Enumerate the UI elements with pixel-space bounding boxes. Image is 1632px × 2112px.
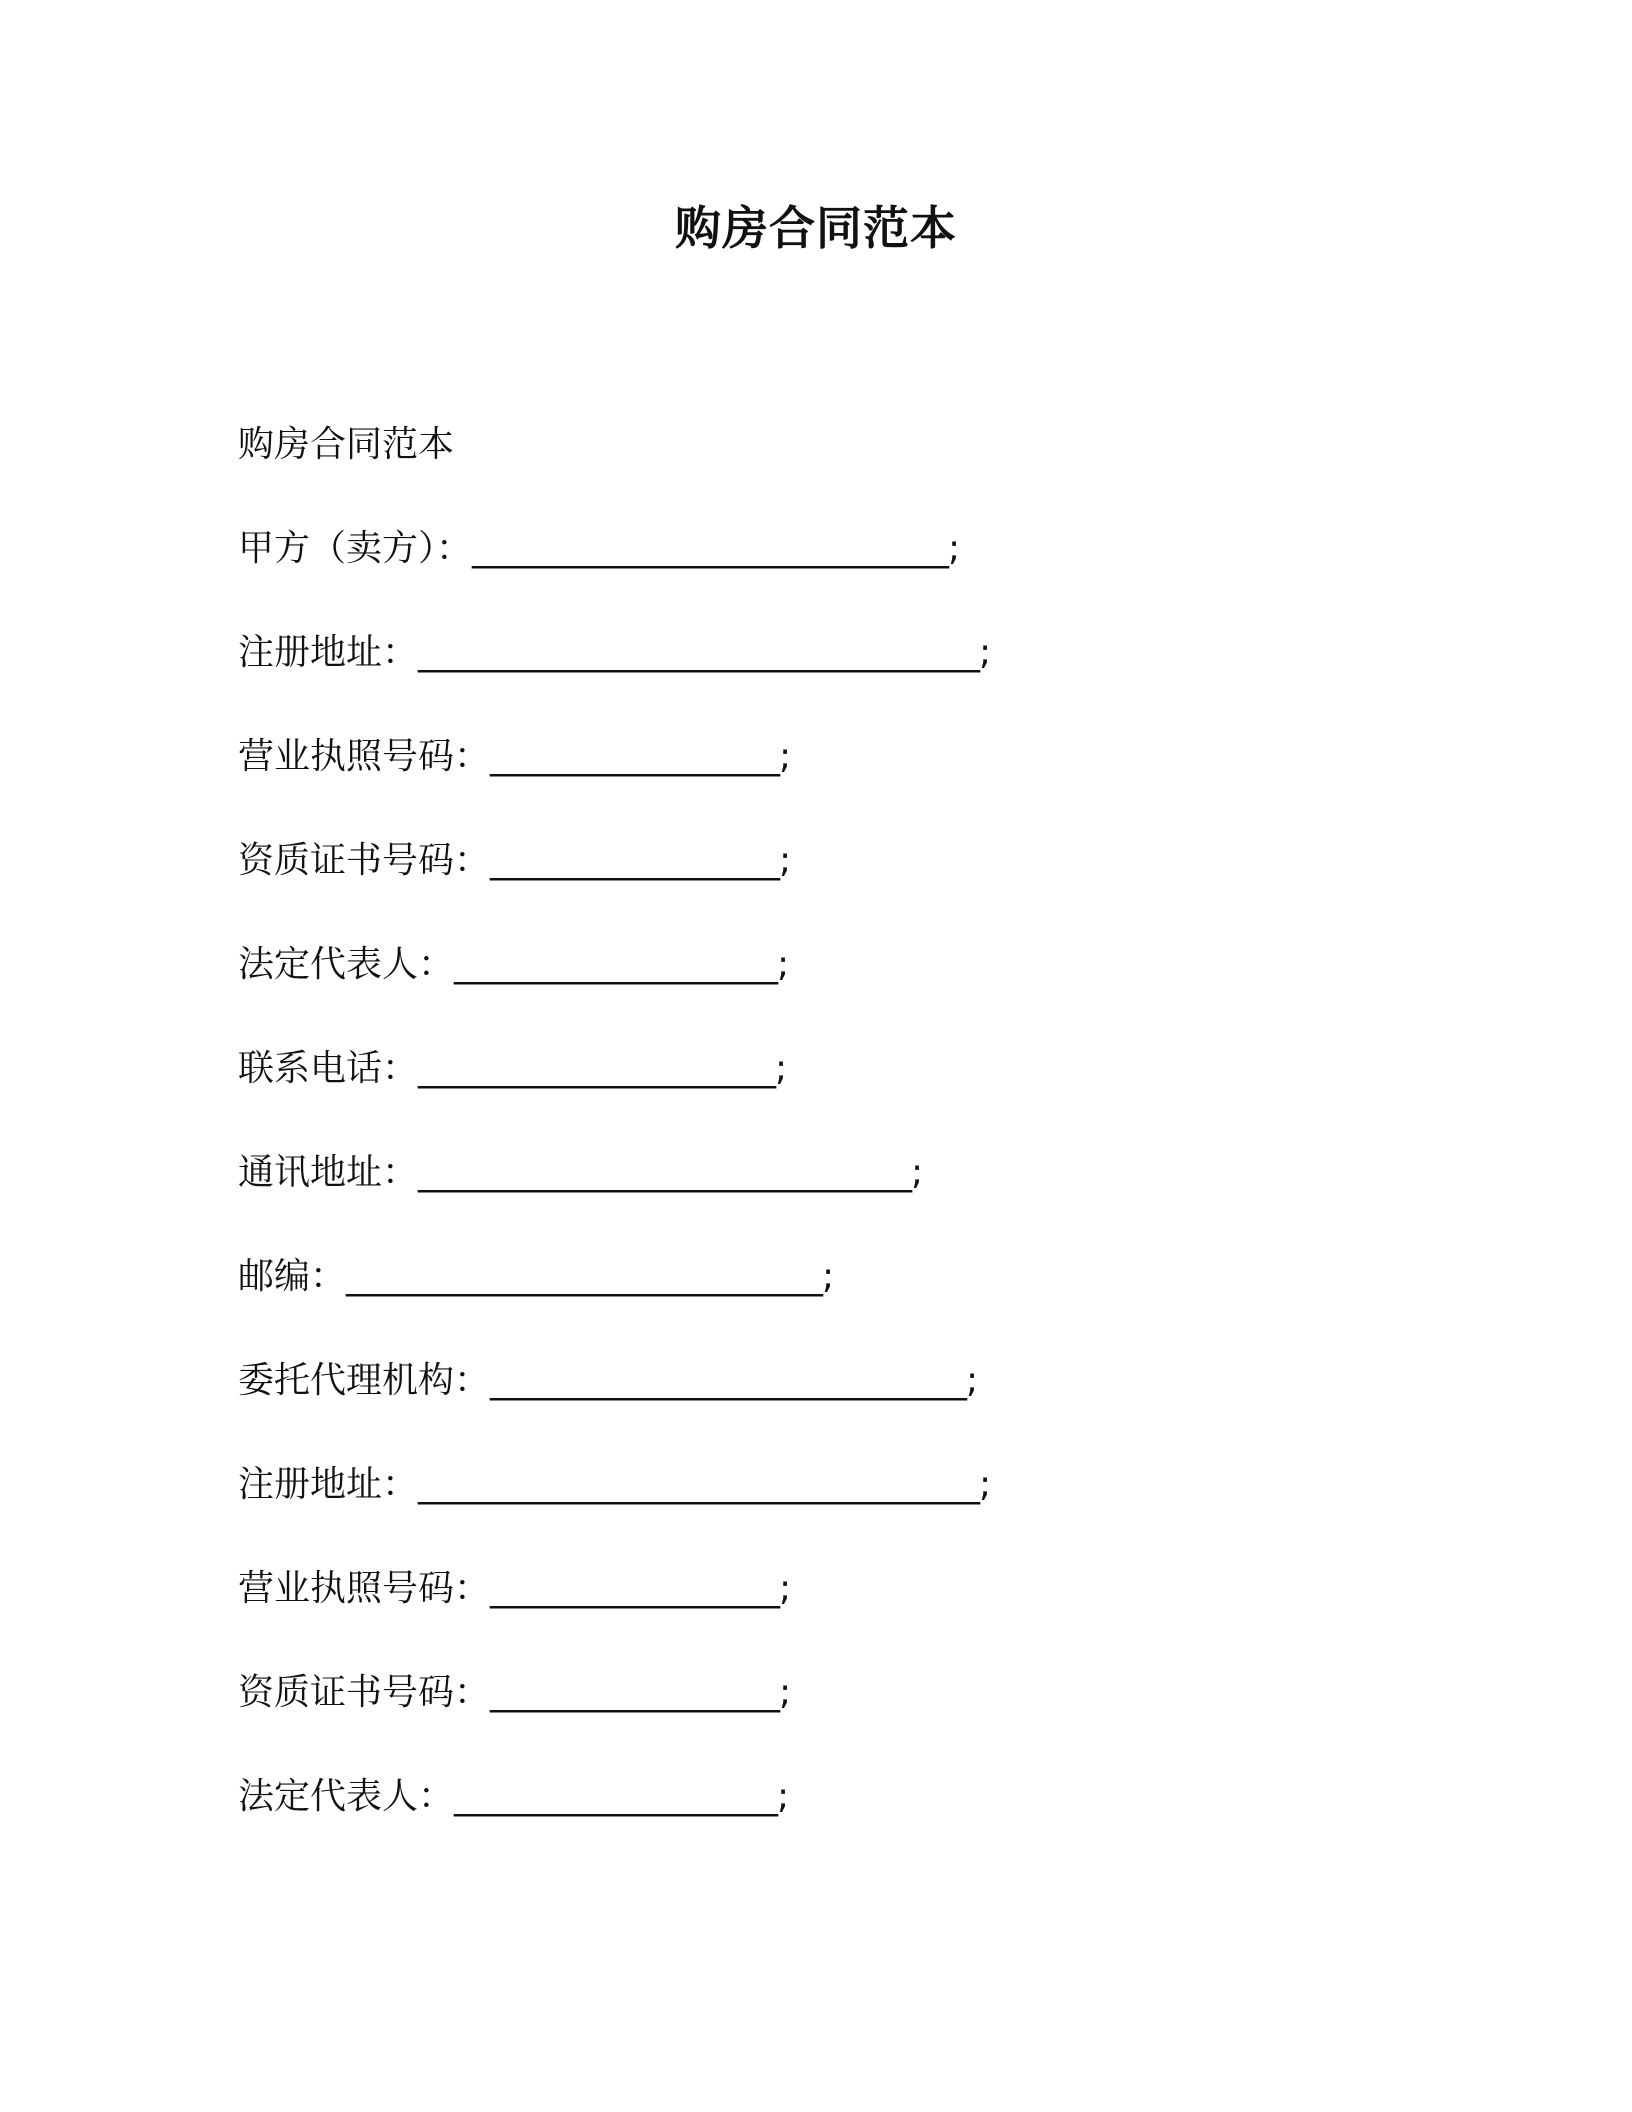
field-terminator: ; — [777, 944, 790, 985]
field-agency — [238, 1351, 1438, 1455]
field-terminator: ; — [779, 1568, 792, 1609]
fill-blank[interactable]: _________________ — [490, 1568, 780, 1609]
field-terminator: ; — [777, 1776, 790, 1817]
field-agency-registered-address — [238, 1455, 1438, 1559]
field-terminator: ; — [911, 1152, 924, 1193]
field-registered-address — [238, 623, 1438, 727]
field-agency-legal-representative — [238, 1767, 1438, 1871]
document-body — [238, 415, 1438, 1871]
fill-blank[interactable]: _________________________________ — [418, 632, 980, 673]
field-label: 资质证书号码： — [238, 1672, 491, 1713]
field-seller — [238, 519, 1438, 623]
field-mailing-address — [238, 1143, 1438, 1247]
fill-blank[interactable]: ____________________________ — [346, 1256, 823, 1297]
field-agency-business-license — [238, 1559, 1438, 1663]
field-label: 资质证书号码： — [238, 840, 491, 881]
field-label: 法定代表人： — [238, 1776, 455, 1817]
field-terminator: ; — [779, 736, 792, 777]
field-phone — [238, 1039, 1438, 1143]
field-label: 甲方（卖方）： — [238, 528, 473, 569]
field-label: 注册地址： — [238, 1464, 419, 1505]
field-label: 邮编： — [238, 1256, 347, 1297]
field-label: 营业执照号码： — [238, 736, 491, 777]
field-label: 委托代理机构： — [238, 1360, 491, 1401]
field-terminator: ; — [779, 1672, 792, 1713]
field-label: 通讯地址： — [238, 1152, 419, 1193]
field-label: 联系电话： — [238, 1048, 419, 1089]
field-qualification-cert — [238, 831, 1438, 935]
field-label: 营业执照号码： — [238, 1568, 491, 1609]
fill-blank[interactable]: _________________ — [490, 1672, 780, 1713]
fill-blank[interactable]: ____________________________ — [472, 528, 949, 569]
field-label: 注册地址： — [238, 632, 419, 673]
field-terminator: ; — [966, 1360, 979, 1401]
field-terminator: ; — [948, 528, 961, 569]
field-legal-representative — [238, 935, 1438, 1039]
field-agency-qualification-cert — [238, 1663, 1438, 1767]
fill-blank[interactable]: _________________ — [490, 736, 780, 777]
field-terminator: ; — [979, 1464, 992, 1505]
fill-blank[interactable]: ___________________ — [454, 944, 778, 985]
fill-blank[interactable]: ____________________________ — [490, 1360, 967, 1401]
field-postcode — [238, 1247, 1438, 1351]
document-title: 购房合同范本 — [675, 201, 957, 255]
fill-blank[interactable]: _________________________________ — [418, 1464, 980, 1505]
fill-blank[interactable]: _____________________________ — [418, 1152, 912, 1193]
fill-blank[interactable]: _____________________ — [418, 1048, 776, 1089]
field-terminator: ; — [775, 1048, 788, 1089]
fill-blank[interactable]: ___________________ — [454, 1776, 778, 1817]
document-subtitle: 购房合同范本 — [238, 424, 455, 465]
fill-blank[interactable]: _________________ — [490, 840, 780, 881]
field-terminator: ; — [822, 1256, 835, 1297]
field-business-license — [238, 727, 1438, 831]
field-terminator: ; — [779, 840, 792, 881]
field-label: 法定代表人： — [238, 944, 455, 985]
field-terminator: ; — [979, 632, 992, 673]
